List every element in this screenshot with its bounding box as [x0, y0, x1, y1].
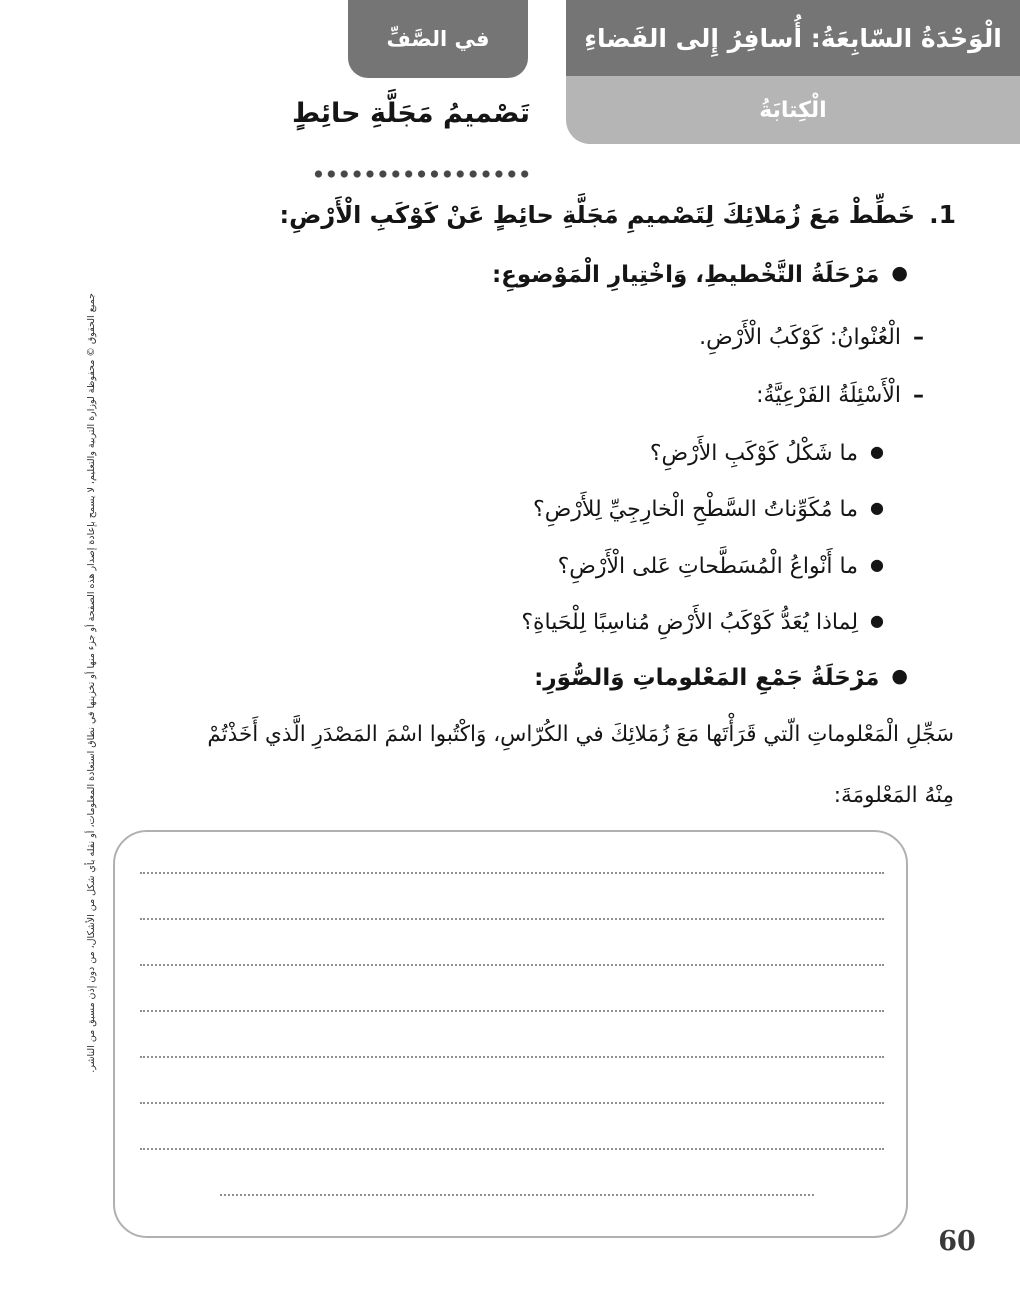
- writing-line-short: [220, 1194, 814, 1196]
- instruction-paragraph-line1: سَجِّلِ الْمَعْلوماتِ الّتي قَرَأْتَها مَعَ زُمَلائِكَ في الكُرّاسِ، وَاكْتُبوا اسْمَ المَصْدَرِ الَّذي أَخَذْتُمْ: [207, 722, 954, 747]
- writing-line: [140, 964, 884, 966]
- writing-line: [140, 872, 884, 874]
- phase-collecting: [534, 661, 908, 696]
- bullet-icon: ●: [891, 665, 908, 688]
- writing-line: [140, 1102, 884, 1104]
- dash-icon: –: [913, 383, 924, 408]
- question-item: [533, 493, 884, 526]
- question-item: [650, 437, 884, 470]
- writing-line: [140, 1148, 884, 1150]
- bullet-icon: ●: [870, 498, 884, 517]
- dots-separator: [312, 168, 531, 180]
- question-text: ما شَكْلُ كَوْكَبِ الأَرْضِ؟: [649, 441, 859, 466]
- class-mode-badge-label: في الصَّفِّ: [386, 27, 490, 51]
- question-text: ما مُكَوِّناتُ السَّطْحِ الْخارِجِيِّ لِلأَرْضِ؟: [533, 497, 859, 522]
- activity-item-1: [280, 196, 956, 234]
- writing-line: [140, 918, 884, 920]
- page-number: 60: [938, 1226, 976, 1257]
- phase-planning-label: مَرْحَلَةُ التَّخْطيطِ، وَاخْتِيارِ الْمَوْضوعِ:: [491, 262, 880, 288]
- writing-line: [140, 1010, 884, 1012]
- unit-header-bar: [566, 0, 1020, 76]
- question-text: لِماذا يُعَدُّ كَوْكَبُ الأَرْضِ مُناسِبًا لِلْحَياةِ؟: [521, 610, 859, 635]
- dash-icon: –: [913, 325, 924, 350]
- writing-line: [140, 1056, 884, 1058]
- section-label: الْكِتابَةُ: [759, 97, 827, 123]
- bullet-icon: ●: [870, 611, 884, 630]
- phase-collecting-label: مَرْحَلَةُ جَمْعِ المَعْلوماتِ وَالصُّوَرِ:: [534, 665, 880, 691]
- bullet-icon: ●: [891, 262, 908, 285]
- instruction-paragraph-line2: مِنْهُ المَعْلومَةَ:: [833, 783, 954, 808]
- bullet-icon: ●: [870, 555, 884, 574]
- copyright-notice: جميع الحقوق © محفوظة لوزارة التربية والتعليم، لا يسمح بإعادة إصدار هذه الصفحة أو جزء منها أو تخزينها في نطاق استعادة المعلومات، أو نقله بأي شكل من الأشكال، من دون إذن مسبق من الناشر.: [86, 293, 97, 1073]
- dash-item-title-text: الْعُنْوانُ: كَوْكَبُ الْأَرْضِ.: [699, 325, 901, 350]
- phase-planning: [492, 258, 908, 293]
- dash-item-title: [699, 321, 924, 354]
- question-item: [558, 550, 884, 583]
- lesson-title: تَصْميمُ مَجَلَّةِ حائِطٍ: [291, 98, 530, 129]
- dash-item-subquestions-text: الْأَسْئِلَةُ الفَرْعِيَّةُ:: [756, 383, 901, 408]
- question-text: ما أَنْواعُ الْمُسَطَّحاتِ عَلى الْأَرْضِ؟: [557, 554, 859, 579]
- bullet-icon: ●: [870, 442, 884, 461]
- question-item: [521, 606, 884, 639]
- unit-title: الْوَحْدَةُ السّابِعَةُ: أُسافِرُ إِلى الفَضاءِ: [584, 23, 1002, 53]
- item-instruction: خَطِّطْ مَعَ زُمَلائِكَ لِتَصْميمِ مَجَلَّةِ حائِطٍ عَنْ كَوْكَبِ الْأَرْضِ:: [279, 201, 916, 229]
- dash-item-subquestions: [756, 379, 924, 412]
- item-number: 1.: [929, 200, 956, 229]
- class-mode-badge: [348, 0, 528, 78]
- writing-box: [113, 830, 908, 1238]
- section-header-bar: [566, 76, 1020, 144]
